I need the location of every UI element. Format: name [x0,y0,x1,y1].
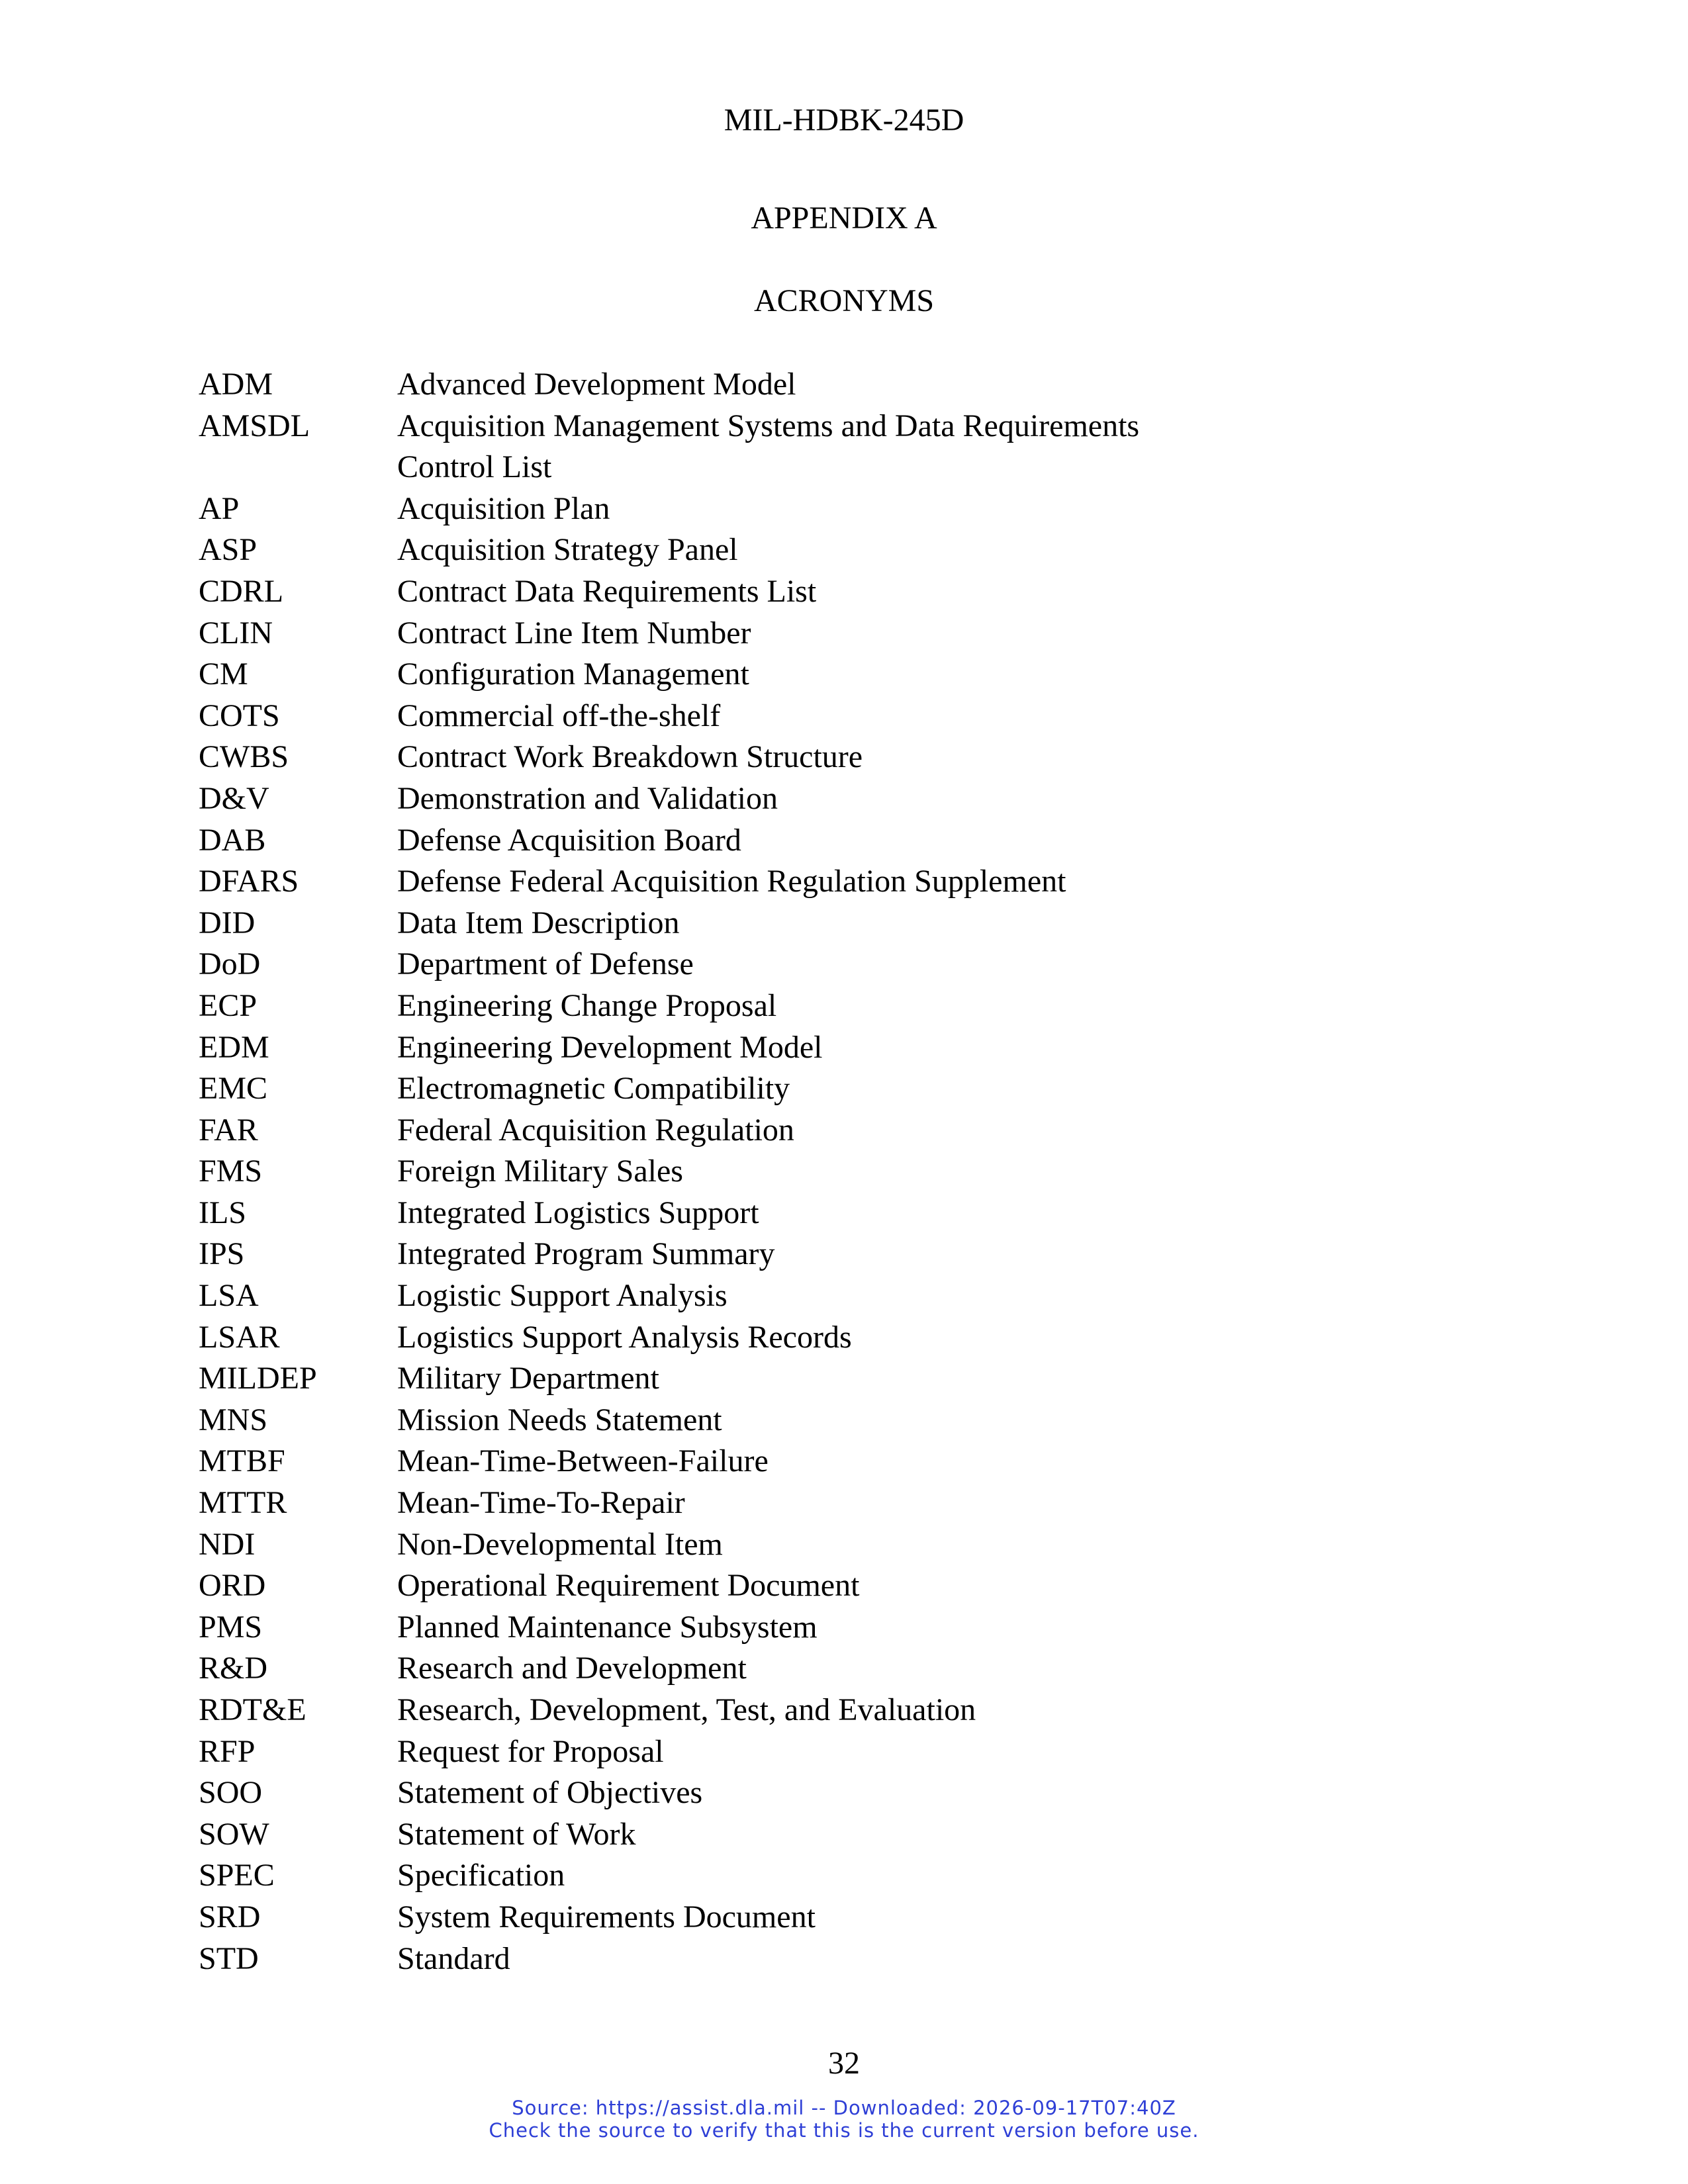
appendix-heading: APPENDIX A [751,201,937,236]
acronym-abbr: MTTR [199,1485,287,1521]
acronym-row [199,903,1523,944]
acronym-abbr: EMC [199,1071,268,1107]
acronym-row [199,985,1523,1027]
acronym-definition: Contract Work Breakdown Structure [397,739,863,775]
acronym-row [199,1275,1523,1317]
acronym-abbr: SPEC [199,1858,275,1893]
acronym-definition: Defense Federal Acquisition Regulation Supplement [397,864,1066,899]
acronym-abbr: DFARS [199,864,299,899]
acronym-definition: Demonstration and Validation [397,780,778,816]
acronym-definition: Statement of Objectives [397,1775,703,1811]
acronym-definition: Non-Developmental Item [397,1526,723,1562]
acronym-abbr: STD [199,1940,259,1976]
acronym-abbr: CWBS [199,739,289,775]
acronym-row [199,778,1523,820]
acronym-definition: Integrated Logistics Support [397,1195,759,1230]
acronym-definition: Specification [397,1858,565,1893]
acronym-definition: Military Department [397,1361,659,1396]
acronym-definition: Research and Development [397,1651,747,1686]
source-notice [0,2097,1688,2142]
acronym-row [199,1648,1523,1690]
verify-notice-line: Check the source to verify that this is the current version before use. [489,2119,1199,2142]
acronym-row [199,1234,1523,1275]
acronym-definition: Department of Defense [397,946,694,982]
acronym-definition: Contract Data Requirements List [397,573,817,609]
acronym-definition: Advanced Development Model [397,367,796,402]
acronym-abbr: CM [199,657,248,692]
acronym-abbr: SRD [199,1899,261,1934]
acronym-row [199,820,1523,862]
acronym-row [199,406,1523,488]
acronym-row [199,364,1523,406]
acronym-abbr: COTS [199,698,280,733]
acronym-abbr: LSA [199,1278,259,1314]
acronym-abbr: FMS [199,1154,263,1189]
document-id: MIL-HDBK-245D [724,103,964,138]
acronym-abbr: R&D [199,1651,268,1686]
acronym-abbr: IPS [199,1236,245,1272]
acronym-definition: Acquisition Plan [397,490,610,526]
acronym-list [199,364,1523,1979]
acronym-definition: Research, Development, Test, and Evaluation [397,1692,976,1727]
acronym-abbr: AP [199,490,240,526]
acronym-abbr: AMSDL [199,408,310,443]
acronym-row [199,696,1523,737]
acronym-abbr: DID [199,905,256,940]
acronym-definition: Mission Needs Statement [397,1402,722,1437]
acronym-row [199,1151,1523,1193]
acronym-definition: Mean-Time-Between-Failure [397,1443,769,1479]
acronym-abbr: DoD [199,946,261,982]
acronym-abbr: CLIN [199,615,273,651]
acronym-definition: Standard [397,1940,510,1976]
acronym-row [199,1110,1523,1152]
acronym-abbr: PMS [199,1609,263,1645]
source-download-line: Source: https://assist.dla.mil -- Downloaded: 2026-09-17T07:40Z [512,2097,1176,2119]
acronym-row [199,944,1523,985]
acronym-abbr: D&V [199,780,269,816]
acronym-definition: Mean-Time-To-Repair [397,1485,685,1521]
acronym-abbr: DAB [199,822,266,858]
acronym-row [199,1027,1523,1069]
acronym-definition: Configuration Management [397,657,749,692]
acronym-row [199,1524,1523,1566]
acronym-row [199,1897,1523,1938]
acronym-abbr: MNS [199,1402,268,1437]
acronym-row [199,1193,1523,1234]
acronym-row [199,1607,1523,1649]
acronym-definition: Electromagnetic Compatibility [397,1071,790,1107]
acronym-row [199,488,1523,530]
acronym-definition: Contract Line Item Number [397,615,751,651]
acronym-definition: Federal Acquisition Regulation [397,1112,794,1148]
acronym-abbr: ASP [199,532,258,568]
acronym-abbr: MTBF [199,1443,285,1479]
acronym-definition: Acquisition Management Systems and Data Requirements Control List [397,408,1140,485]
acronym-abbr: CDRL [199,573,284,609]
acronym-definition: Logistic Support Analysis [397,1278,727,1314]
acronym-definition: Request for Proposal [397,1733,664,1769]
acronym-abbr: NDI [199,1526,256,1562]
acronym-definition: Commercial off-the-shelf [397,698,721,733]
acronym-row [199,1855,1523,1897]
acronym-abbr: LSAR [199,1319,280,1355]
acronym-row [199,1814,1523,1856]
acronym-definition: Foreign Military Sales [397,1154,683,1189]
acronym-definition: Planned Maintenance Subsystem [397,1609,818,1645]
acronym-definition: Data Item Description [397,905,680,940]
acronym-row [199,1441,1523,1482]
acronym-abbr: MILDEP [199,1361,317,1396]
acronym-abbr: ADM [199,367,273,402]
acronym-row [199,654,1523,696]
acronym-definition: Engineering Change Proposal [397,987,777,1023]
page-number: 32 [828,2046,860,2081]
acronym-row [199,613,1523,655]
acronym-abbr: SOW [199,1816,269,1852]
acronym-definition: Statement of Work [397,1816,636,1852]
acronym-definition: Integrated Program Summary [397,1236,775,1272]
acronym-definition: Engineering Development Model [397,1029,823,1065]
acronym-definition: Logistics Support Analysis Records [397,1319,852,1355]
acronym-definition: Defense Acquisition Board [397,822,741,858]
acronym-abbr: ECP [199,987,258,1023]
acronym-definition: Acquisition Strategy Panel [397,532,738,568]
acronym-row [199,1358,1523,1400]
acronym-row [199,1565,1523,1607]
acronym-row [199,571,1523,613]
acronym-row [199,1772,1523,1814]
acronym-row [199,529,1523,571]
acronym-row [199,1731,1523,1773]
acronym-abbr: ILS [199,1195,246,1230]
acronym-row [199,1690,1523,1731]
acronym-abbr: FAR [199,1112,258,1148]
acronym-definition: Operational Requirement Document [397,1568,860,1604]
acronym-definition: System Requirements Document [397,1899,816,1934]
acronym-row [199,737,1523,778]
section-title: ACRONYMS [753,283,935,318]
acronym-abbr: RFP [199,1733,256,1769]
acronym-row [199,1482,1523,1524]
acronym-abbr: ORD [199,1568,266,1604]
acronym-row [199,1400,1523,1441]
acronym-row [199,1317,1523,1359]
acronym-abbr: SOO [199,1775,263,1811]
acronym-abbr: RDT&E [199,1692,306,1727]
acronym-abbr: EDM [199,1029,269,1065]
acronym-row [199,861,1523,903]
acronym-row [199,1938,1523,1980]
acronym-row [199,1068,1523,1110]
